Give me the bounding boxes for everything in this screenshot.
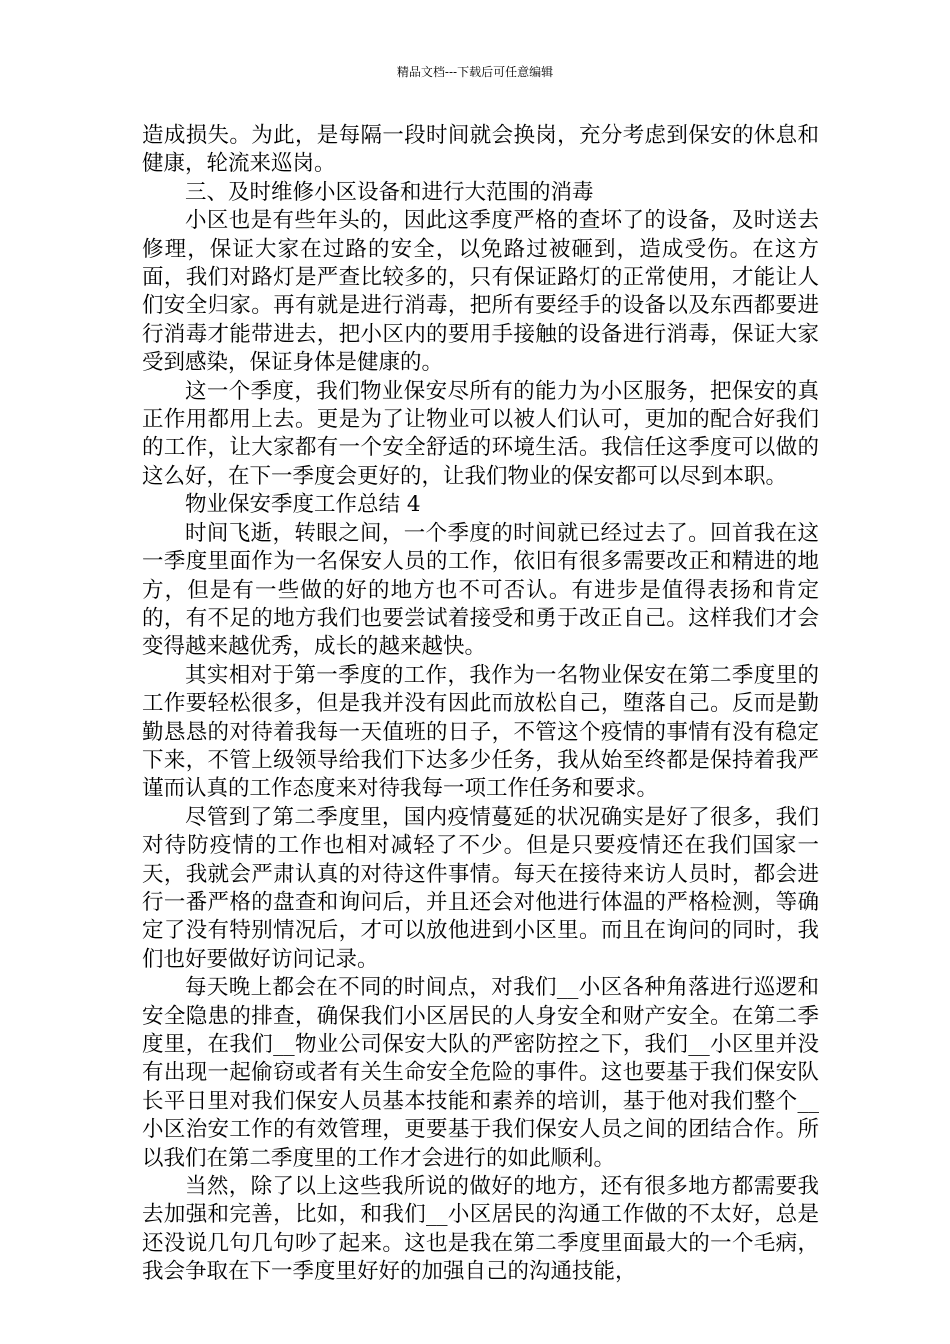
document-body bbox=[142, 122, 819, 1287]
paragraph: 尽管到了第二季度里，国内疫情蔓延的状况确实是好了很多，我们对待防疫情的工作也相对减轻了不少。但是只要疫情还在我们国家一天，我就会严肃认真的对待这件事情。每天在接待来访人员时，都会进行一番严格的盘查和询问后，并且还会对他进行体温的严格检测，等确定了没有特别情况后，才可以放他进到小区里。而且在询问的同时，我们也好要做好访问记录。 bbox=[142, 804, 819, 972]
paragraph: 当然，除了以上这些我所说的做好的地方，还有很多地方都需要我去加强和完善，比如，和我们__小区居民的沟通工作做的不太好，总是还没说几句几句吵了起来。这也是我在第二季度里面最大的一个毛病，我会争取在下一季度里好好的加强自己的沟通技能， bbox=[142, 1174, 819, 1285]
section-title: 物业保安季度工作总结 4 bbox=[185, 492, 421, 518]
paragraph: 造成损失。为此，是每隔一段时间就会换岗，充分考虑到保安的休息和健康，轮流来巡岗。 bbox=[142, 123, 819, 177]
page-header: 精品文档---下载后可任意编辑 bbox=[396, 65, 554, 79]
paragraph: 其实相对于第一季度的工作，我作为一名物业保安在第二季度里的工作要轻松很多，但是我并没有因此而放松自己，堕落自己。反而是勤勤恳恳的对待着我每一天值班的日子，不管这个疫情的事情有没有稳定下来，不管上级领导给我们下达多少任务，我从始至终都是保持着我严谨而认真的工作态度来对待我每一项工作任务和要求。 bbox=[142, 662, 819, 802]
paragraph: 每天晚上都会在不同的时间点，对我们__小区各种角落进行巡逻和安全隐患的排查，确保我们小区居民的人身安全和财产安全。在第二季度里，在我们__物业公司保安大队的严密防控之下，我们__小区里并没有出现一起偷窃或者有关生命安全危险的事件。这也要基于我们保安队长平日里对我们保安人员基本技能和素养的培训，基于他对我们整个__小区治安工作的有效管理，更要基于我们保安人员之间的团结合作。所以我们在第二季度里的工作才会进行的如此顺利。 bbox=[142, 975, 819, 1171]
section-heading: 三、及时维修小区设备和进行大范围的消毒 bbox=[185, 179, 594, 205]
paragraph: 这一个季度，我们物业保安尽所有的能力为小区服务，把保安的真正作用都用上去。更是为了让物业可以被人们认可，更加的配合好我们的工作，让大家都有一个安全舒适的环境生活。我信任这季度可以做的这么好，在下一季度会更好的，让我们物业的保安都可以尽到本职。 bbox=[142, 378, 819, 489]
paragraph: 时间飞逝，转眼之间，一个季度的时间就已经过去了。回首我在这一季度里面作为一名保安人员的工作，依旧有很多需要改正和精进的地方，但是有一些做的好的地方也不可否认。有进步是值得表扬和肯定的，有不足的地方我们也要尝试着接受和勇于改正自己。这样我们才会变得越来越优秀，成长的越来越快。 bbox=[142, 520, 819, 660]
paragraph: 小区也是有些年头的，因此这季度严格的查坏了的设备，及时送去修理，保证大家在过路的安全，以免路过被砸到，造成受伤。在这方面，我们对路灯是严查比较多的，只有保证路灯的正常使用，才能让人们安全归家。再有就是进行消毒，把所有要经手的设备以及东西都要进行消毒才能带进去，把小区内的要用手接触的设备进行消毒，保证大家受到感染，保证身体是健康的。 bbox=[142, 208, 819, 376]
